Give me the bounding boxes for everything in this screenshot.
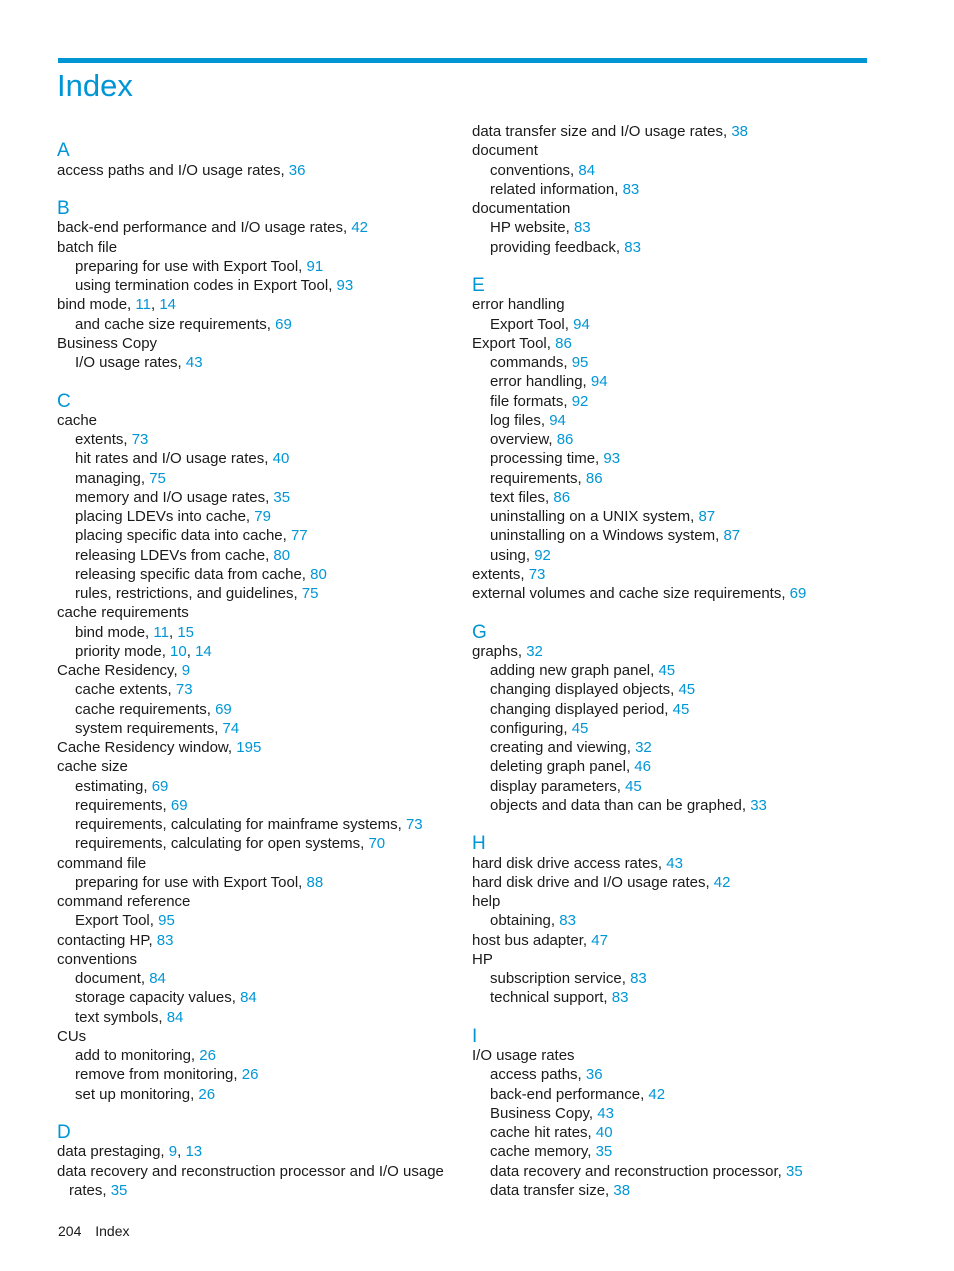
page-ref-link[interactable]: 95 [571, 354, 589, 371]
page-ref-link[interactable]: 32 [635, 739, 652, 756]
index-term: uninstalling on a Windows system, [490, 527, 724, 545]
page-ref-link[interactable]: 70 [368, 835, 386, 853]
index-subentry [472, 546, 892, 565]
index-term: I/O usage rates [472, 1047, 575, 1064]
index-term: error handling, [490, 373, 591, 391]
index-entry [57, 1142, 477, 1161]
page-ref-link[interactable]: 69 [215, 700, 232, 718]
index-entry [472, 1046, 892, 1065]
index-subentry [57, 353, 477, 372]
index-subentry [472, 353, 892, 372]
index-term: display parameters, [490, 777, 626, 795]
index-term: using termination codes in Export Tool, [75, 277, 337, 294]
index-subentry [57, 488, 477, 507]
index-letter-heading: E [472, 275, 485, 296]
index-subentry [472, 796, 892, 815]
index-term: access paths and I/O usage rates, [57, 161, 289, 179]
index-term: Export Tool, [75, 912, 159, 930]
page-ref-link[interactable]: 83 [156, 931, 174, 949]
index-subentry [57, 584, 477, 603]
index-term: back-end performance, [490, 1085, 649, 1103]
index-term: Export Tool, [472, 334, 556, 352]
index-subentry [57, 911, 477, 930]
page-ref-link[interactable]: 45 [678, 681, 696, 699]
index-subentry [57, 430, 477, 449]
index-term: extents, [75, 431, 132, 448]
index-term: requirements, calculating for open systems, [75, 835, 369, 853]
page-ref-link[interactable]: 33 [750, 796, 767, 814]
index-term: obtaining, [490, 912, 560, 930]
index-subentry [472, 988, 892, 1007]
page-footer [58, 1222, 130, 1240]
index-subentry [472, 488, 892, 507]
page-ref-link[interactable]: 92 [534, 546, 551, 564]
index-entry [472, 565, 892, 584]
page-ref-link[interactable]: 42 [648, 1085, 666, 1103]
index-subentry [472, 392, 892, 411]
index-term: commands, [490, 354, 572, 371]
page-ref-link[interactable]: 35 [273, 488, 291, 506]
page-ref-link[interactable]: 91 [306, 257, 324, 275]
index-term: Business Copy [57, 334, 158, 352]
index-letter-heading: D [57, 1122, 71, 1143]
index-letter-heading: C [57, 390, 71, 412]
index-term: error handling [472, 296, 565, 314]
index-subentry [57, 873, 477, 892]
index-term: I/O usage rates, [75, 354, 186, 371]
index-entry [57, 295, 477, 314]
index-term: graphs, [472, 642, 527, 660]
index-subentry [472, 1181, 892, 1200]
page-ref-link[interactable]: 73 [528, 565, 546, 583]
index-term: overview, [490, 431, 557, 448]
index-term: processing time, [490, 450, 604, 468]
page-ref-link[interactable]: 47 [591, 931, 608, 949]
index-entry [57, 218, 477, 237]
page-ref-link[interactable]: 80 [310, 565, 327, 583]
index-subentry [57, 276, 477, 295]
index-entry [57, 1027, 477, 1046]
index-entry [57, 757, 477, 776]
index-term: objects and data than can be graphed, [490, 796, 751, 814]
index-letter-heading: B [57, 198, 70, 219]
index-term: hard disk drive and I/O usage rates, [472, 873, 714, 891]
index-entry [472, 334, 892, 353]
index-subentry [472, 1104, 892, 1123]
index-term: external volumes and cache size requirements, [472, 585, 790, 602]
index-subentry [472, 161, 892, 180]
page-ref-link[interactable]: 86 [556, 431, 574, 448]
page-ref-link[interactable]: 26 [241, 1066, 259, 1084]
page-ref-link[interactable]: 86 [553, 488, 571, 506]
index-entry [57, 161, 477, 180]
page-ref-link[interactable]: 69 [789, 585, 807, 602]
page-ref-link[interactable]: 83 [559, 912, 576, 930]
page-ref-link[interactable]: 74 [222, 719, 240, 737]
index-entry [57, 603, 477, 622]
page-ref-link[interactable]: 35 [595, 1143, 613, 1161]
index-entry [57, 238, 477, 257]
index-subentry [472, 526, 892, 545]
page-ref-link[interactable]: 73 [405, 816, 423, 833]
page-ref-link[interactable]: 26 [198, 1085, 216, 1103]
index-term: set up monitoring, [75, 1085, 199, 1103]
index-term: storage capacity values, [75, 989, 241, 1007]
index-term: configuring, [490, 719, 572, 737]
index-term: changing displayed period, [490, 700, 673, 718]
index-term: help [472, 893, 501, 910]
index-entry [57, 892, 477, 911]
index-subentry [472, 719, 892, 738]
index-term: rates, [69, 1181, 111, 1199]
index-entry [57, 950, 477, 969]
index-entry [57, 661, 477, 680]
page-ref-link[interactable]: 11 [135, 296, 151, 314]
index-subentry [472, 969, 892, 988]
page-ref-link[interactable]: 42 [351, 219, 369, 237]
index-entry [472, 892, 892, 911]
footer-section: Index [95, 1223, 130, 1239]
index-term: extents, [472, 565, 529, 583]
index-term: adding new graph panel, [490, 662, 659, 679]
index-term: remove from monitoring, [75, 1066, 242, 1084]
index-term: related information, [490, 180, 623, 198]
page-ref-link[interactable]: 79 [254, 508, 271, 525]
page-ref-link[interactable]: 45 [672, 700, 690, 718]
index-subentry [57, 815, 477, 834]
index-subentry [472, 1123, 892, 1142]
index-subentry [57, 546, 477, 565]
index-term: releasing LDEVs from cache, [75, 546, 274, 564]
index-column-left [57, 122, 477, 1200]
index-subentry [472, 1162, 892, 1181]
index-subentry [472, 757, 892, 776]
page-ref-link[interactable]: 83 [622, 180, 640, 198]
index-term: text symbols, [75, 1008, 167, 1026]
index-entry [472, 122, 892, 141]
index-term: hit rates and I/O usage rates, [75, 450, 273, 468]
index-subentry [472, 680, 892, 699]
page-ref-link[interactable]: 9 [181, 662, 191, 679]
header-rule [58, 58, 867, 63]
index-term: Export Tool, [490, 315, 574, 333]
index-subentry [57, 449, 477, 468]
page-ref-link[interactable]: 46 [634, 758, 651, 776]
index-term: bind mode, [57, 296, 136, 314]
index-term: memory and I/O usage rates, [75, 488, 274, 506]
index-term: CUs [57, 1027, 87, 1045]
page-ref-link[interactable]: 83 [630, 970, 647, 987]
index-term: placing LDEVs into cache, [75, 508, 255, 525]
index-term: cache size [57, 758, 128, 776]
index-subentry [57, 469, 477, 488]
index-letter-heading: G [472, 621, 487, 643]
index-term: Cache Residency, [57, 662, 182, 679]
page-ref-link[interactable]: 95 [158, 912, 175, 930]
page-ref-link[interactable]: 69 [275, 315, 292, 333]
index-term: preparing for use with Export Tool, [75, 257, 307, 275]
page-ref-link[interactable]: 93 [603, 450, 621, 468]
page-ref-separator: , [186, 642, 196, 660]
page-ref-link[interactable]: 84 [578, 161, 596, 179]
index-term: add to monitoring, [75, 1047, 200, 1064]
index-term: technical support, [490, 989, 612, 1007]
index-term: data recovery and reconstruction processor, [490, 1162, 786, 1180]
index-subentry [472, 469, 892, 488]
page-ref-link[interactable]: 43 [185, 354, 203, 371]
index-entry [472, 584, 892, 603]
page-ref-link[interactable]: 77 [290, 527, 308, 545]
page-ref-link[interactable]: 40 [595, 1124, 613, 1141]
index-term: requirements, calculating for mainframe systems, [75, 816, 406, 833]
index-subentry [57, 642, 477, 661]
index-subentry [472, 449, 892, 468]
page-ref-link[interactable]: 36 [288, 161, 306, 179]
page-ref-link[interactable]: 35 [110, 1181, 128, 1199]
index-term: cache [57, 411, 98, 429]
index-term: file formats, [490, 392, 572, 410]
index-entry [57, 411, 477, 430]
page-ref-link[interactable]: 73 [175, 681, 193, 699]
index-subentry [472, 372, 892, 391]
index-subentry [472, 238, 892, 257]
page-ref-separator: , [177, 1143, 186, 1161]
index-term: Business Copy, [490, 1104, 598, 1122]
index-term: subscription service, [490, 970, 631, 987]
index-entry [472, 199, 892, 218]
page-ref-link[interactable]: 40 [272, 450, 290, 468]
index-term: back-end performance and I/O usage rates, [57, 219, 352, 237]
index-term: changing displayed objects, [490, 681, 679, 699]
page-ref-link[interactable]: 32 [526, 642, 543, 660]
index-term: data transfer size and I/O usage rates, [472, 123, 732, 140]
index-term: data prestaging, [57, 1143, 169, 1161]
index-subentry [57, 507, 477, 526]
index-subentry [472, 411, 892, 430]
index-term: requirements, [75, 796, 171, 814]
index-subentry [472, 430, 892, 449]
index-entry [57, 1162, 477, 1181]
page-ref-link[interactable]: 94 [590, 373, 608, 391]
page-ref-link[interactable]: 43 [597, 1104, 614, 1122]
index-term: managing, [75, 469, 150, 487]
index-term: bind mode, [75, 623, 154, 641]
index-subentry [57, 719, 477, 738]
index-letter-heading: A [57, 140, 70, 162]
index-term: command file [57, 854, 147, 872]
index-term: document, [75, 970, 150, 987]
page-ref-link[interactable]: 26 [199, 1047, 216, 1064]
index-letter-heading: H [472, 833, 486, 855]
page-ref-link[interactable]: 84 [240, 989, 257, 1007]
index-subentry [57, 1046, 477, 1065]
page-ref-link[interactable]: 69 [151, 777, 169, 795]
index-term: contacting HP, [57, 931, 157, 949]
index-subentry [57, 565, 477, 584]
page-ref-link[interactable]: 87 [698, 508, 716, 525]
index-term: documentation [472, 200, 571, 217]
index-entry [472, 295, 892, 314]
index-column-right [472, 122, 892, 1200]
index-subentry [57, 315, 477, 334]
page-ref-link[interactable]: 45 [625, 777, 642, 795]
page-ref-link[interactable]: 92 [571, 392, 589, 410]
index-subentry [57, 1065, 477, 1084]
page-ref-link[interactable]: 94 [549, 411, 566, 429]
index-subentry [472, 315, 892, 334]
index-subentry [472, 218, 892, 237]
page-ref-link[interactable]: 88 [306, 873, 324, 891]
index-term: conventions [57, 950, 138, 968]
index-term: cache requirements [57, 604, 189, 622]
page-ref-link[interactable]: 42 [713, 873, 731, 891]
index-subentry [57, 257, 477, 276]
page-ref-link[interactable]: 86 [555, 334, 572, 352]
index-subentry [472, 738, 892, 757]
index-term: cache requirements, [75, 700, 216, 718]
index-subentry [472, 180, 892, 199]
index-term: estimating, [75, 777, 152, 795]
index-term: conventions, [490, 161, 579, 179]
index-entry [57, 334, 477, 353]
index-term: Cache Residency window, [57, 739, 237, 756]
page-ref-link[interactable]: 80 [273, 546, 291, 564]
index-term: deleting graph panel, [490, 758, 635, 776]
index-subentry [472, 1142, 892, 1161]
index-entry [57, 931, 477, 950]
page-ref-link[interactable]: 86 [585, 469, 603, 487]
page-title: Index [57, 68, 133, 103]
page-ref-link[interactable]: 83 [624, 238, 641, 256]
index-term: and cache size requirements, [75, 315, 276, 333]
page-ref-link[interactable]: 84 [149, 970, 166, 987]
page-ref-link[interactable]: 83 [611, 989, 629, 1007]
index-entry [472, 873, 892, 892]
index-term: data recovery and reconstruction processor and I/O usage [57, 1162, 444, 1180]
index-subentry [57, 1008, 477, 1027]
page-ref-link[interactable]: 38 [613, 1181, 631, 1199]
page-ref-link[interactable]: 13 [185, 1143, 203, 1161]
page-ref-link[interactable]: 14 [195, 642, 212, 660]
page-ref-link[interactable]: 69 [170, 796, 188, 814]
page-ref-link[interactable]: 45 [571, 719, 589, 737]
index-subentry [57, 988, 477, 1007]
page-ref-link[interactable]: 43 [666, 854, 683, 872]
index-term: hard disk drive access rates, [472, 854, 667, 872]
index-term: HP website, [490, 219, 574, 237]
page-ref-link[interactable]: 75 [149, 469, 166, 487]
index-term: HP [472, 950, 493, 968]
page-ref-link[interactable]: 38 [731, 123, 748, 140]
index-subentry [472, 1085, 892, 1104]
index-entry [472, 141, 892, 160]
index-entry [57, 1181, 477, 1200]
page-ref-link[interactable]: 93 [336, 277, 354, 294]
index-term: text files, [490, 488, 554, 506]
index-subentry [57, 680, 477, 699]
index-term: requirements, [490, 469, 586, 487]
index-term: cache hit rates, [490, 1124, 596, 1141]
index-subentry [57, 623, 477, 642]
index-entry [472, 854, 892, 873]
index-term: uninstalling on a UNIX system, [490, 508, 699, 525]
page-ref-link[interactable]: 10 [170, 642, 187, 660]
page-ref-link[interactable]: 73 [131, 431, 149, 448]
index-term: batch file [57, 238, 118, 256]
page-ref-link[interactable]: 45 [658, 662, 676, 679]
page-ref-link[interactable]: 35 [786, 1162, 803, 1180]
index-subentry [472, 661, 892, 680]
index-term: cache memory, [490, 1143, 596, 1161]
index-term: priority mode, [75, 642, 171, 660]
page-ref-link[interactable]: 14 [159, 296, 176, 314]
page-ref-link[interactable]: 84 [166, 1008, 184, 1026]
page-ref-separator: , [168, 623, 178, 641]
index-term: providing feedback, [490, 238, 625, 256]
index-subentry [57, 969, 477, 988]
page-ref-link[interactable]: 15 [177, 623, 194, 641]
index-subentry [472, 777, 892, 796]
page-ref-link[interactable]: 75 [301, 585, 319, 602]
index-term: log files, [490, 411, 550, 429]
page-ref-link[interactable]: 94 [573, 315, 590, 333]
index-term: host bus adapter, [472, 931, 592, 949]
index-term: using, [490, 546, 535, 564]
index-letter-heading: I [472, 1025, 478, 1047]
index-entry [472, 931, 892, 950]
index-subentry [57, 796, 477, 815]
page-ref-separator: , [150, 296, 160, 314]
index-term: data transfer size, [490, 1181, 614, 1199]
index-term: system requirements, [75, 719, 223, 737]
index-term: access paths, [490, 1066, 586, 1084]
index-entry [472, 642, 892, 661]
index-subentry [57, 834, 477, 853]
page-ref-link[interactable]: 87 [723, 527, 741, 545]
page-number: 204 [58, 1223, 82, 1239]
page-ref-link[interactable]: 83 [573, 219, 591, 237]
index-term: rules, restrictions, and guidelines, [75, 585, 302, 602]
index-subentry [472, 1065, 892, 1084]
page-ref-link[interactable]: 11 [153, 623, 169, 641]
page-ref-link[interactable]: 9 [168, 1143, 178, 1161]
index-term: releasing specific data from cache, [75, 565, 311, 583]
index-term: command reference [57, 893, 191, 910]
index-subentry [57, 526, 477, 545]
index-subentry [472, 911, 892, 930]
index-entry [57, 854, 477, 873]
index-subentry [472, 700, 892, 719]
index-term: creating and viewing, [490, 739, 636, 756]
page-ref-link[interactable]: 195 [236, 739, 262, 756]
index-entry [472, 950, 892, 969]
page-ref-link[interactable]: 36 [585, 1066, 603, 1084]
index-entry [57, 738, 477, 757]
index-subentry [57, 1085, 477, 1104]
index-subentry [472, 507, 892, 526]
index-term: cache extents, [75, 681, 176, 699]
index-subentry [57, 777, 477, 796]
index-subentry [57, 700, 477, 719]
index-term: document [472, 142, 538, 160]
index-term: preparing for use with Export Tool, [75, 873, 307, 891]
index-term: placing specific data into cache, [75, 527, 291, 545]
